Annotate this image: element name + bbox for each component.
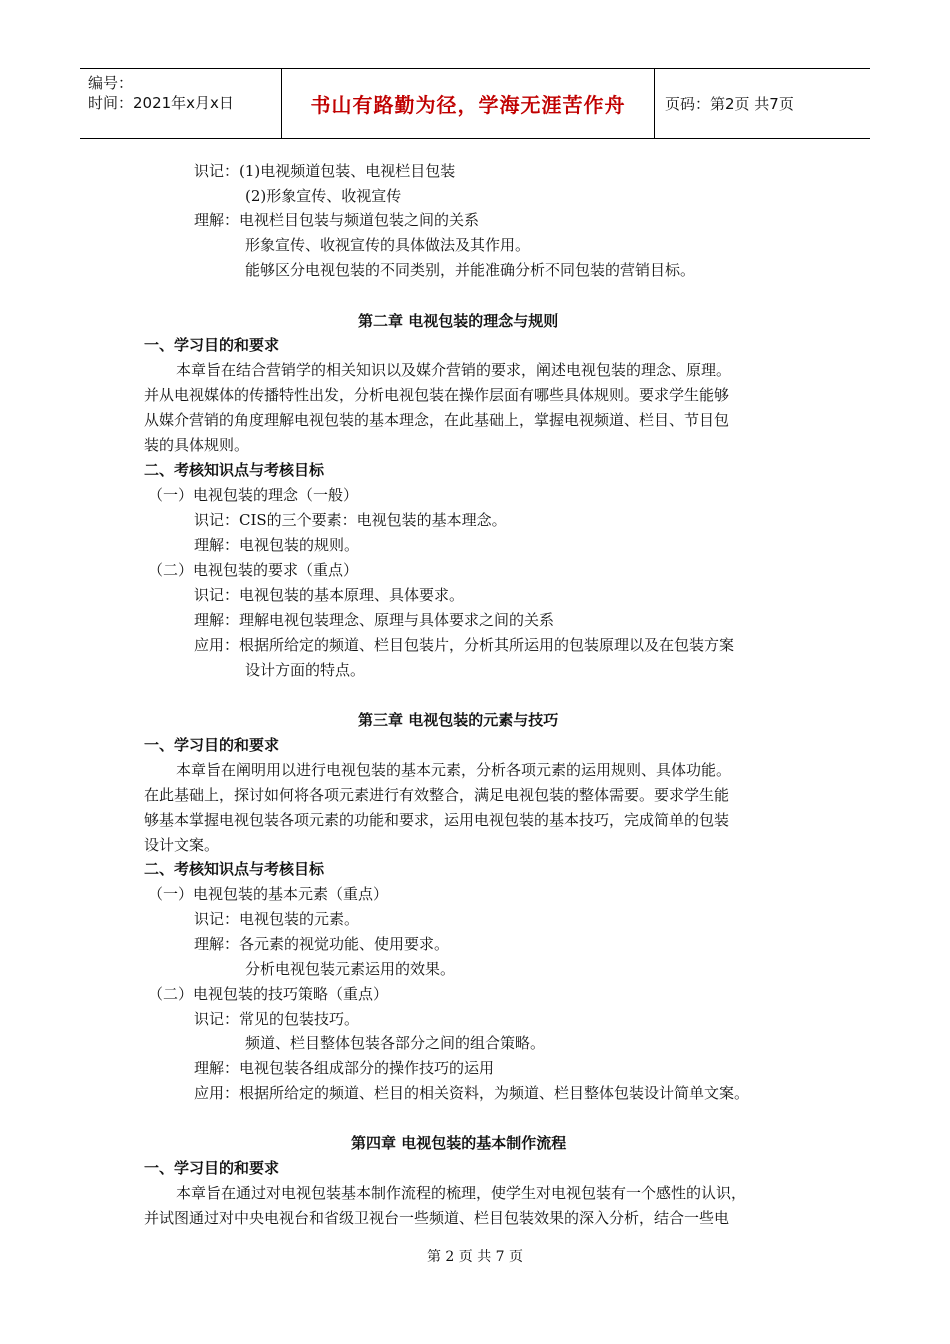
text-line: 形象宣传、收视宣传的具体做法及其作用。	[245, 236, 531, 254]
number-label: 编号：	[88, 74, 134, 92]
header-meta	[80, 69, 280, 142]
text-line: 频道、栏目整体包装各部分之间的组合策略。	[245, 1034, 546, 1052]
paragraph-line: 在此基础上，探讨如何将各项元素进行有效整合，满足电视包装的整体需要。要求学生能	[144, 786, 730, 804]
page-footer: 第 2 页 共 7 页	[426, 1249, 524, 1265]
text-line: 理解：各元素的视觉功能、使用要求。	[194, 935, 450, 953]
paragraph-line: 够基本掌握电视包装各项元素的功能和要求，运用电视包装的基本技巧，完成简单的包装	[144, 811, 730, 829]
text-line: 能够区分电视包装的不同类别，并能准确分析不同包装的营销目标。	[245, 261, 696, 279]
paragraph-line: 从媒介营销的角度理解电视包装的基本理念，在此基础上，掌握电视频道、栏目、节目包	[144, 411, 730, 429]
paragraph-line: 并从电视媒体的传播特性出发，分析电视包装在操作层面有哪些具体规则。要求学生能够	[144, 386, 730, 404]
text-line: 分析电视包装元素运用的效果。	[245, 960, 456, 978]
text-line: 识记：电视包装的元素。	[194, 910, 360, 928]
subsection-heading: （一）电视包装的基本元素（重点）	[148, 885, 389, 903]
subsection-heading: （二）电视包装的要求（重点）	[148, 561, 359, 579]
header-motto: 书山有路勤为径，学海无涯苦作舟	[281, 69, 655, 138]
chapter-title: 第二章 电视包装的理念与规则	[358, 312, 559, 330]
paragraph-line: 设计文案。	[144, 836, 220, 854]
section-heading: 一、学习目的和要求	[144, 336, 280, 354]
section-heading: 二、考核知识点与考核目标	[144, 461, 325, 479]
paragraph-line: 并试图通过对中央电视台和省级卫视台一些频道、栏目包装效果的深入分析，结合一些电	[144, 1209, 730, 1227]
text-line: 理解：电视栏目包装与频道包装之间的关系	[194, 211, 480, 229]
text-line: 识记：(1)电视频道包装、电视栏目包装	[194, 162, 456, 180]
subsection-heading: （一）电视包装的理念（一般）	[148, 486, 359, 504]
paragraph-line: 本章旨在结合营销学的相关知识以及媒介营销的要求，阐述电视包装的理念、原理。	[176, 361, 732, 379]
time-label: 时间：2021年x月x日	[88, 94, 234, 112]
paragraph-line: 装的具体规则。	[144, 436, 250, 454]
subsection-heading: （二）电视包装的技巧策略（重点）	[148, 985, 389, 1003]
paragraph-line: 本章旨在阐明用以进行电视包装的基本元素，分析各项元素的运用规则、具体功能。	[176, 761, 732, 779]
page-header	[80, 68, 870, 139]
chapter-title: 第四章 电视包装的基本制作流程	[351, 1134, 567, 1152]
section-heading: 二、考核知识点与考核目标	[144, 860, 325, 878]
text-line: (2)形象宣传、收视宣传	[245, 187, 402, 205]
header-page-number: 页码：第2页 共7页	[665, 95, 794, 113]
text-line: 理解：理解电视包装理念、原理与具体要求之间的关系	[194, 611, 555, 629]
text-line: 识记：常见的包装技巧。	[194, 1010, 360, 1028]
text-line: 应用：根据所给定的频道、栏目的相关资料，为频道、栏目整体包装设计简单文案。	[194, 1084, 750, 1102]
text-line: 理解：电视包装的规则。	[194, 536, 360, 554]
text-line: 识记：电视包装的基本原理、具体要求。	[194, 586, 465, 604]
text-line: 应用：根据所给定的频道、栏目包装片，分析其所运用的包装原理以及在包装方案	[194, 636, 735, 654]
paragraph-line: 本章旨在通过对电视包装基本制作流程的梳理，使学生对电视包装有一个感性的认识，	[176, 1184, 747, 1202]
section-heading: 一、学习目的和要求	[144, 736, 280, 754]
text-line: 设计方面的特点。	[245, 661, 366, 679]
chapter-title: 第三章 电视包装的元素与技巧	[358, 711, 559, 729]
text-line: 理解：电视包装各组成部分的操作技巧的运用	[194, 1059, 495, 1077]
section-heading: 一、学习目的和要求	[144, 1159, 280, 1177]
text-line: 识记：CIS的三个要素：电视包装的基本理念。	[194, 511, 507, 529]
